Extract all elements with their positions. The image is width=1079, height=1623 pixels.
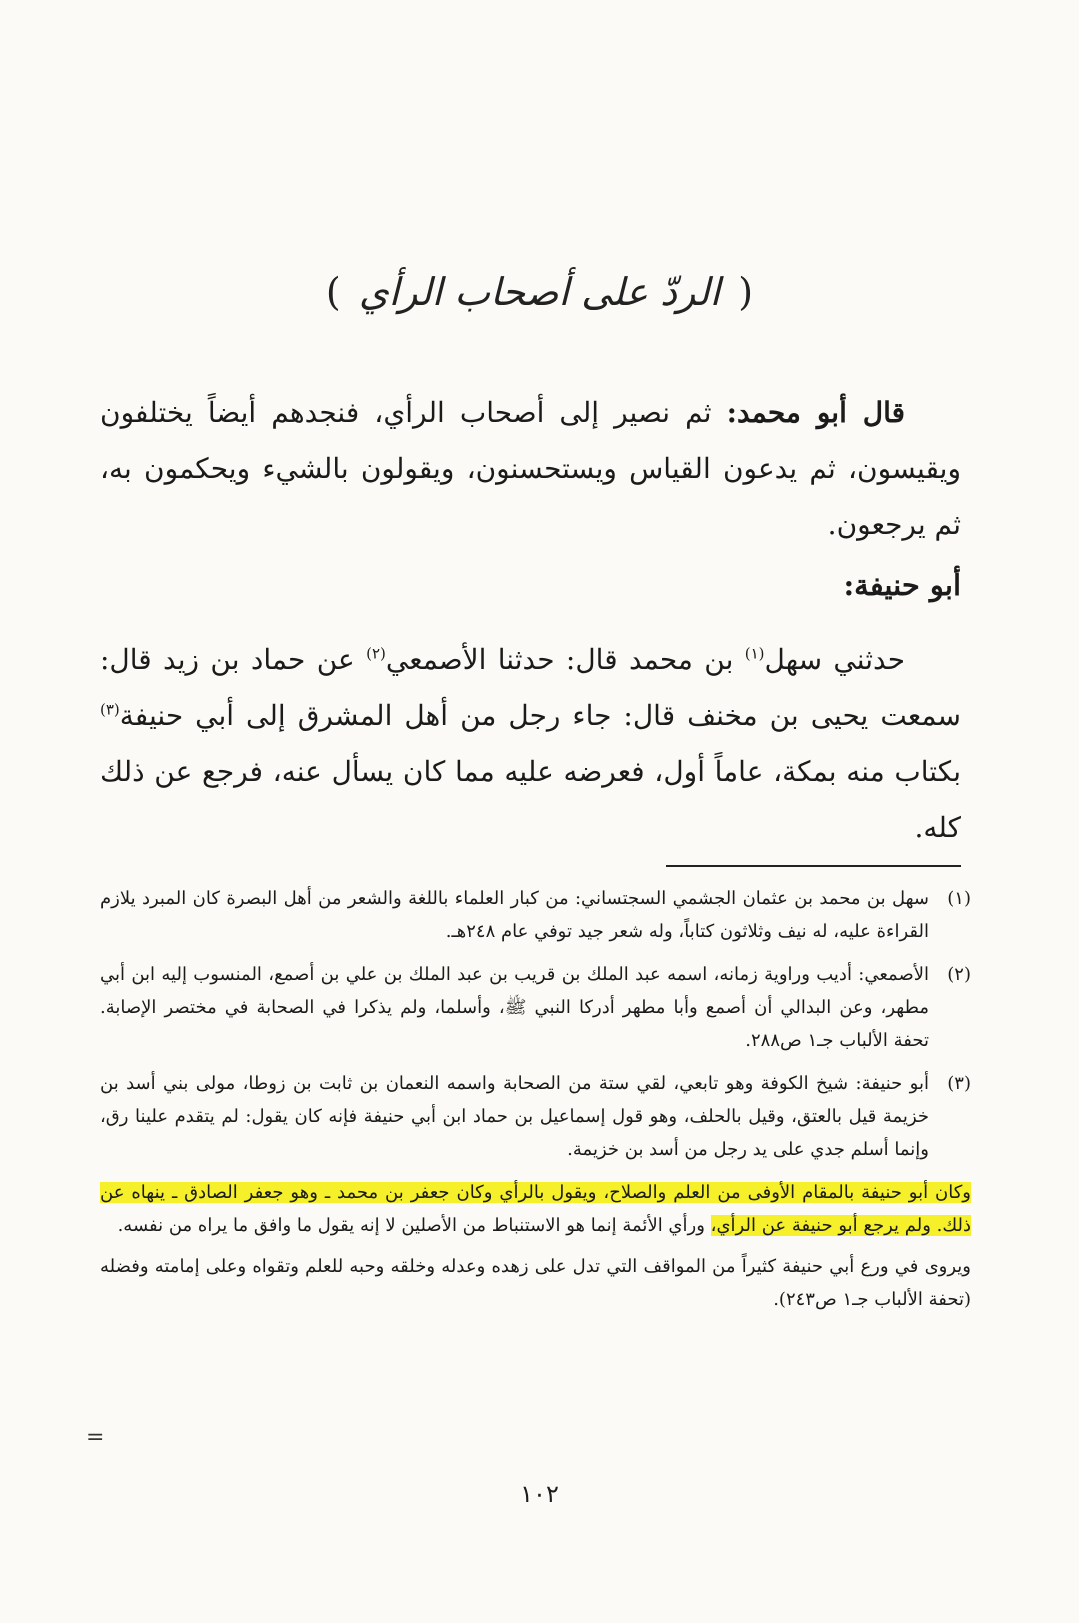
highlighted-passage: وكان أبو حنيفة بالمقام الأوفى من العلم والصلاح، ويقول بالرأي وكان جعفر بن محمد ـ وهو جعفر الصادق ـ ينهاه عن ذلك. ولم يرجع أبو حنيفة عن الرأي،: [100, 1182, 971, 1236]
narration-part-1: حدثني سهل: [764, 643, 906, 676]
footnote-2: [100, 958, 971, 1057]
intro-text: ثم نصير إلى أصحاب الرأي، فنجدهم أيضاً يختلفون ويقيسون، ثم يدعون القياس ويستحسنون، ويقولون بالشيء ويحكمون به، ثم يرجعون.: [100, 396, 961, 541]
narration-paragraph: [100, 632, 961, 856]
intro-speaker: قال أبو محمد:: [726, 396, 906, 429]
footnote-ref-3: (٣): [100, 700, 120, 719]
narration-part-2: بن محمد قال: حدثنا الأصمعي: [385, 643, 734, 676]
footnote-number: (١): [947, 888, 971, 909]
section-heading: أبو حنيفة:: [843, 568, 961, 602]
footnote-number: (٣): [947, 1073, 971, 1094]
footnote-3: [100, 1067, 971, 1166]
footnote-1: [100, 882, 971, 948]
intro-paragraph: [100, 385, 961, 553]
title-close-paren: ): [325, 270, 341, 314]
footnote-number: (٢): [947, 964, 971, 985]
footnote-ref-1: (١): [744, 644, 765, 663]
title-text: الردّ على أصحاب الرأي: [358, 270, 721, 314]
chapter-title: [0, 270, 1079, 314]
footnote-continuation-2: ويروى في ورع أبي حنيفة كثيراً من المواقف التي تدل على زهده وعدله وخلقه وحبه للعلم وتقواه وعلى إمامته وفضله (تحفة الألباب جـ١ ص٢٤٣).: [100, 1256, 971, 1310]
footnotes: [100, 882, 971, 1324]
narration-part-3: عن حماد بن زيد قال: سمعت يحيى بن مخنف قال: جاء رجل من أهل المشرق إلى أبي حنيفة: [100, 643, 961, 732]
footnote-divider: [666, 865, 961, 867]
title-open-paren: (: [738, 270, 754, 314]
footnote-continuation: [100, 1176, 971, 1242]
narration-part-4: بكتاب منه بمكة، عاماً أول، فعرضه عليه مما كان يسأل عنه، فرجع عن ذلك كله.: [100, 755, 961, 844]
continuation-rest: ورأي الأئمة إنما هو الاستنباط من الأصلين لا إنه يقول ما وافق ما يراه من نفسه.: [117, 1215, 705, 1236]
continuation-mark: =: [86, 1425, 105, 1450]
footnote-text: أبو حنيفة: شيخ الكوفة وهو تابعي، لقي ستة من الصحابة واسمه النعمان بن ثابت بن زوطا، مولى بني أسد بن خزيمة قيل بالعتق، وقيل بالحلف، وهو قول إسماعيل بن حماد ابن أبي حنيفة فإنه كان يقول: لم يتقدم علينا رق، وإنما أسلم جدي على يد رجل من أسد بن خزيمة.: [100, 1073, 929, 1160]
footnote-text: الأصمعي: أديب وراوية زمانه، اسمه عبد الملك بن قريب بن عبد الملك بن علي بن أصمع، المنسوب إليه ابن أبي مطهر، وعن البدالي أن أصمع وأبا مطهر أدركا النبي ﷺ، وأسلما، ولم يذكرا في الصحابة في مختصر الإصابة. تحفة الألباب جـ١ ص٢٨٨.: [100, 964, 929, 1051]
footnote-ref-2: (٢): [366, 644, 386, 663]
page-number: ١٠٢: [520, 1480, 559, 1508]
footnote-text: سهل بن محمد بن عثمان الجشمي السجتساني: من كبار العلماء باللغة والشعر من أهل البصرة كان المبرد يلازم القراءة عليه، له نيف وثلاثون كتاباً، وله شعر جيد توفي عام ٢٤٨هـ.: [100, 888, 929, 942]
